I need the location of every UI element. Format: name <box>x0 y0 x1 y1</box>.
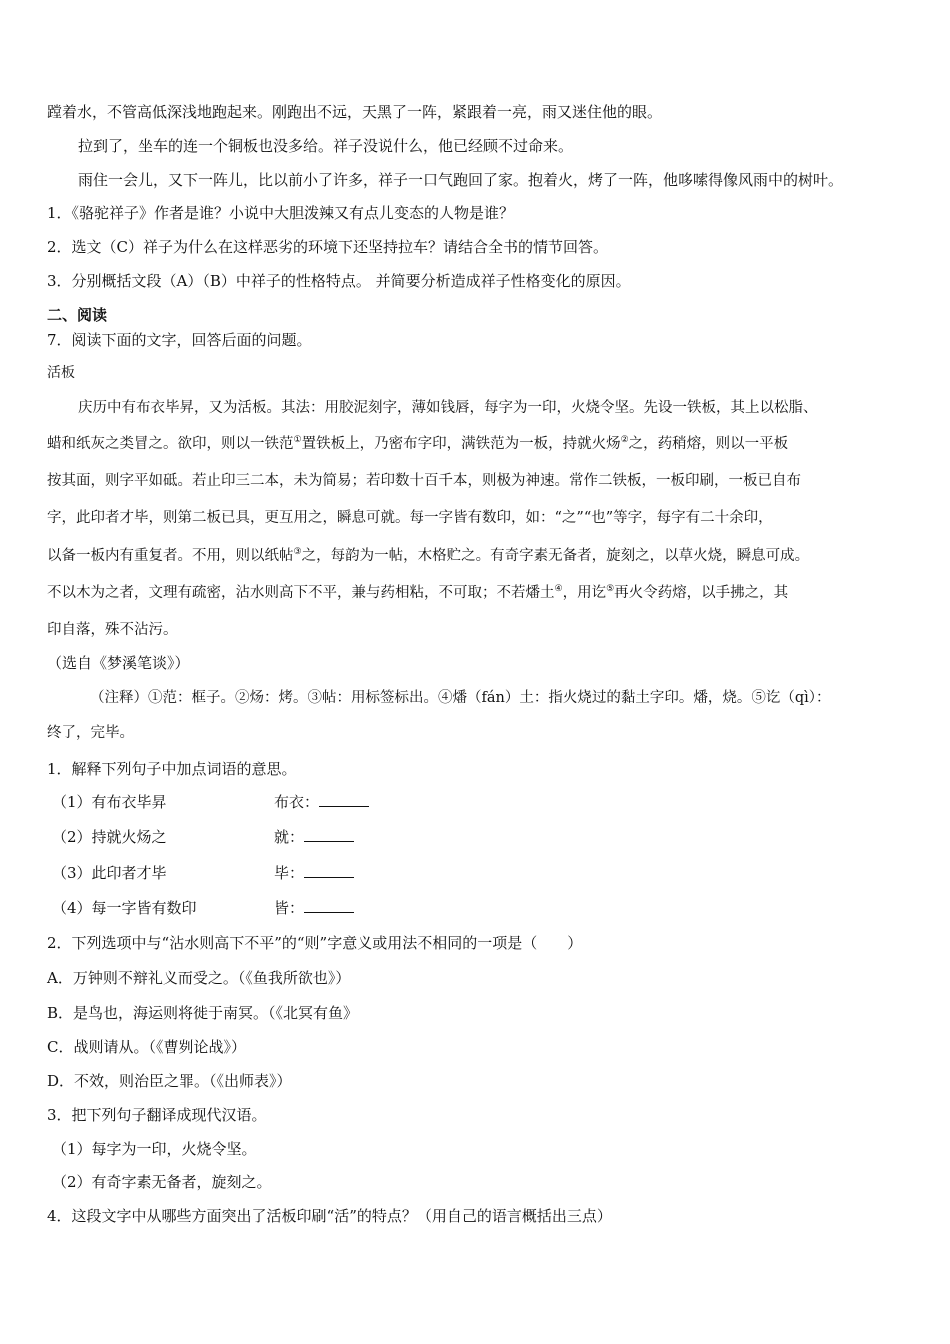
article-line: 不以木为之者，文理有疏密，沾水则高下不平，兼与药相粘，不可取；不若燔土④，用讫⑤再火令药熔，以手拂之，其 <box>47 584 789 601</box>
footnote-mark: ③ <box>293 547 302 558</box>
definition-row: （2）持就火炀之 就： <box>52 827 910 847</box>
article-line: 按其面，则字平如砥。若止印三二本，未为简易；若印数十百千本，则极为神速。常作二铁板，一板印刷，一板已自布 <box>47 473 801 489</box>
option-d: D．不效，则治臣之罪。（《出师表》） <box>47 1072 292 1090</box>
story-paragraph: 蹚着水，不管高低深浅地跑起来。刚跑出不远，天黑了一阵，紧跟着一亮，雨又迷住他的眼。 <box>47 103 663 121</box>
annotation-line: （注释）①范：框子。②炀：烤。③帖：用标签标出。④燔（fán）土：指火烧过的黏土字印。燔，烧。⑤讫（qì）： <box>90 690 831 706</box>
question-text: 1．解释下列句子中加点词语的意思。 <box>47 760 297 778</box>
article-line: 字，此印者才毕，则第二板已具，更互用之，瞬息可就。每一字皆有数印，如：“之”“也”等字，每字有二十余印， <box>47 510 773 526</box>
option-c: C．战则请从。（《曹刿论战》） <box>47 1038 246 1056</box>
definition-row: （1）有布衣毕昇 布衣： <box>52 792 910 812</box>
translation-item: （1）每字为一印，火烧令坚。 <box>52 1140 257 1158</box>
question-text: 3．把下列句子翻译成现代汉语。 <box>47 1106 267 1124</box>
article-line: 蜡和纸灰之类冒之。欲印，则以一铁范①置铁板上，乃密布字印，满铁范为一板，持就火炀②之，药稍熔，则以一平板 <box>47 435 789 452</box>
annotation-line: 终了，完毕。 <box>47 725 134 741</box>
footnote-mark: ④ <box>554 584 563 595</box>
article-title: 活板 <box>47 365 75 381</box>
article-source: （选自《梦溪笔谈》） <box>47 654 190 672</box>
translation-item: （2）有奇字素无备者，旋刻之。 <box>52 1173 272 1191</box>
question-text: 1．《骆驼祥子》作者是谁？小说中大胆泼辣又有点儿变态的人物是谁？ <box>47 204 515 222</box>
answer-blank[interactable] <box>304 898 354 913</box>
story-paragraph: 拉到了，坐车的连一个铜板也没多给。祥子没说什么，他已经顾不过命来。 <box>78 137 574 155</box>
option-a: A．万钟则不辩礼义而受之。（《鱼我所欲也》） <box>47 969 351 987</box>
answer-blank[interactable] <box>304 863 354 878</box>
definition-row: （4）每一字皆有数印 皆： <box>52 898 910 918</box>
question-text: 2．下列选项中与“沾水则高下不平”的“则”字意义或用法不相同的一项是（ ） <box>47 934 583 952</box>
answer-blank[interactable] <box>319 792 369 807</box>
answer-blank[interactable] <box>304 827 354 842</box>
story-paragraph: 雨住一会儿，又下一阵儿，比以前小了许多，祥子一口气跑回了家。抱着火，烤了一阵，他哆嗦得像风雨中的树叶。 <box>78 171 844 189</box>
definition-row: （3）此印者才毕 毕： <box>52 863 910 883</box>
section-title: 二、阅读 <box>47 306 108 324</box>
question-text: 4．这段文字中从哪些方面突出了活板印刷“活”的特点？（用自己的语言概括出三点） <box>47 1207 612 1225</box>
footnote-mark: ② <box>620 435 629 446</box>
article-line: 庆历中有布衣毕昇，又为活板。其法：用胶泥刻字，薄如钱唇，每字为一印，火烧令坚。先设一铁板，其上以松脂、 <box>78 400 818 416</box>
question-text: 7．阅读下面的文字，回答后面的问题。 <box>47 331 312 349</box>
footnote-mark: ⑤ <box>606 584 615 595</box>
footnote-mark: ① <box>293 435 302 446</box>
article-line: 以备一板内有重复者。不用，则以纸帖③之，每韵为一帖，木格贮之。有奇字素无备者，旋刻之，以草火烧，瞬息可成。 <box>47 547 810 564</box>
question-text: 2．选文（C）祥子为什么在这样恶劣的环境下还坚持拉车？请结合全书的情节回答。 <box>47 238 609 256</box>
article-line: 印自落，殊不沾污。 <box>47 622 178 638</box>
option-b: B．是鸟也，海运则将徙于南冥。（《北冥有鱼》 <box>47 1004 359 1022</box>
question-text: 3．分别概括文段（A）（B）中祥子的性格特点。 并简要分析造成祥子性格变化的原因。 <box>47 272 631 290</box>
